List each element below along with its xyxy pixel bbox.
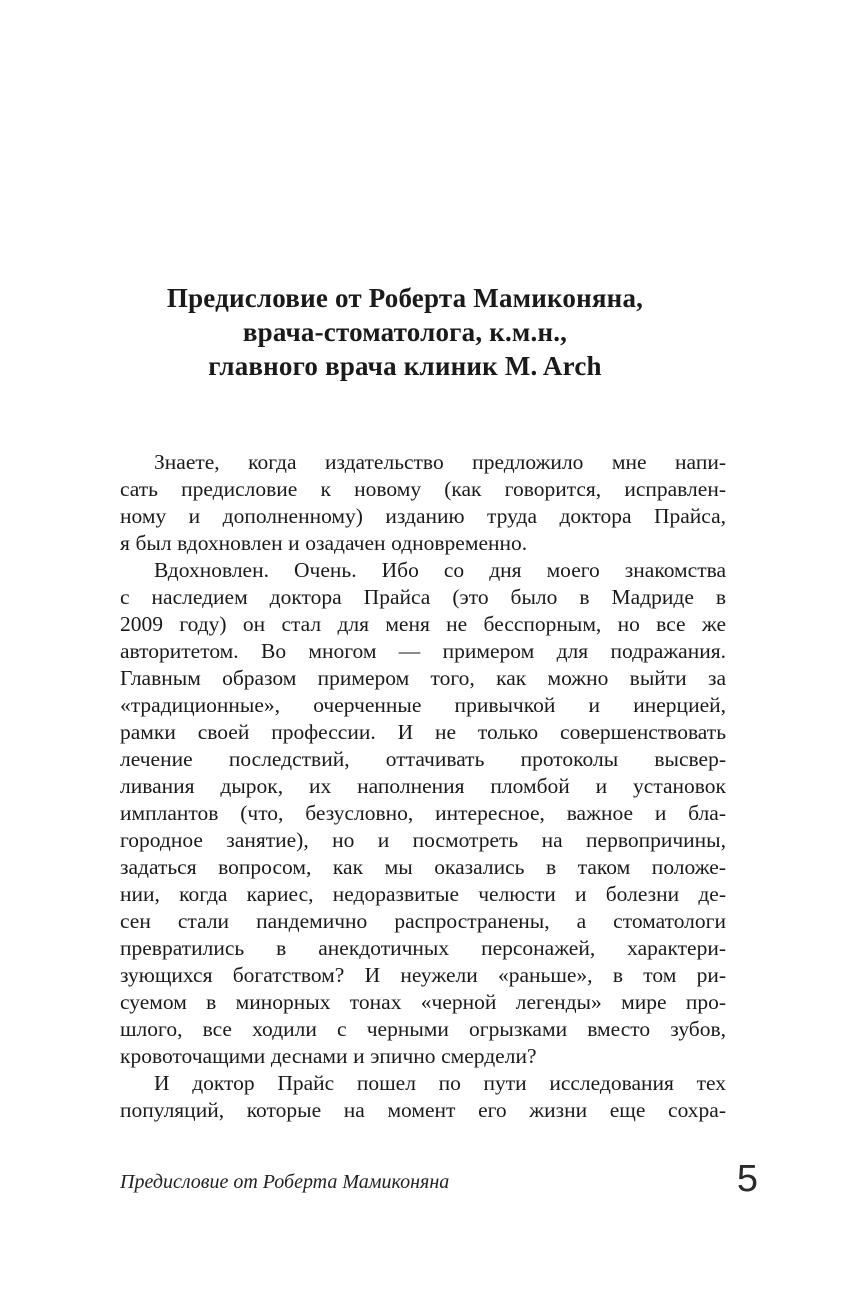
text-line: Знаете, когда издательство предложило мне напи- [154, 450, 726, 474]
page-number: 5 [736, 1158, 758, 1200]
text-line: зующихся богатством? И неужели «раньше», в том ри- [120, 963, 726, 987]
text-line: Главным образом примером того, как можно выйти за [120, 666, 726, 690]
text-line: «традиционные», очерченные привычкой и инерцией, [120, 693, 726, 717]
paragraph [120, 1070, 726, 1124]
text-line: лечение последствий, оттачивать протоколы высвер- [120, 747, 726, 771]
text-line: сать предисловие к новому (как говорится, исправлен- [120, 477, 726, 501]
text-line: с наследием доктора Прайса (это было в Мадриде в [120, 585, 726, 609]
text-line: авторитетом. Во многом — примером для подражания. [120, 639, 726, 663]
body-text [120, 449, 726, 1124]
chapter-title-line: Предисловие от Роберта Мамиконяна, [166, 283, 644, 313]
text-line: нии, когда кариес, недоразвитые челюсти и болезни де- [120, 882, 726, 906]
chapter-title-line: врача-стоматолога, к.м.н., [242, 317, 568, 347]
text-line: суемом в минорных тонах «черной легенды» мире про- [120, 990, 726, 1014]
text-line: задаться вопросом, как мы оказались в таком положе- [120, 855, 726, 879]
text-line: популяций, которые на момент его жизни еще сохра- [120, 1098, 726, 1122]
text-line: городное занятие), но и посмотреть на первопричины, [120, 828, 726, 852]
text-line: рамки своей профессии. И не только совершенствовать [120, 720, 726, 744]
paragraph [120, 557, 726, 1070]
text-line: имплантов (что, безусловно, интересное, важное и бла- [120, 801, 726, 825]
text-line: превратились в анекдотичных персонажей, характери- [120, 936, 726, 960]
text-line: сен стали пандемично распространены, а стоматологи [120, 909, 726, 933]
text-line: 2009 году) он стал для меня не бесспорным, но все же [120, 612, 726, 636]
text-line: я был вдохновлен и озадачен одновременно. [120, 531, 528, 555]
text-line: Вдохновлен. Очень. Ибо со дня моего знакомства [154, 558, 726, 582]
page-footer [120, 1160, 758, 1198]
paragraph [120, 449, 726, 557]
running-title: Предисловие от Роберта Мамиконяна [120, 1171, 450, 1193]
text-line: И доктор Прайс пошел по пути исследования тех [154, 1071, 726, 1095]
text-line: кровоточащими деснами и эпично смердели? [120, 1044, 537, 1068]
text-line: шлого, все ходили с черными огрызками вместо зубов, [120, 1017, 726, 1041]
text-line: ному и дополненному) изданию труда доктора Прайса, [120, 504, 726, 528]
chapter-title [60, 281, 750, 383]
chapter-title-line: главного врача клиник M. Arch [208, 351, 602, 381]
text-line: ливания дырок, их наполнения пломбой и установок [120, 774, 726, 798]
